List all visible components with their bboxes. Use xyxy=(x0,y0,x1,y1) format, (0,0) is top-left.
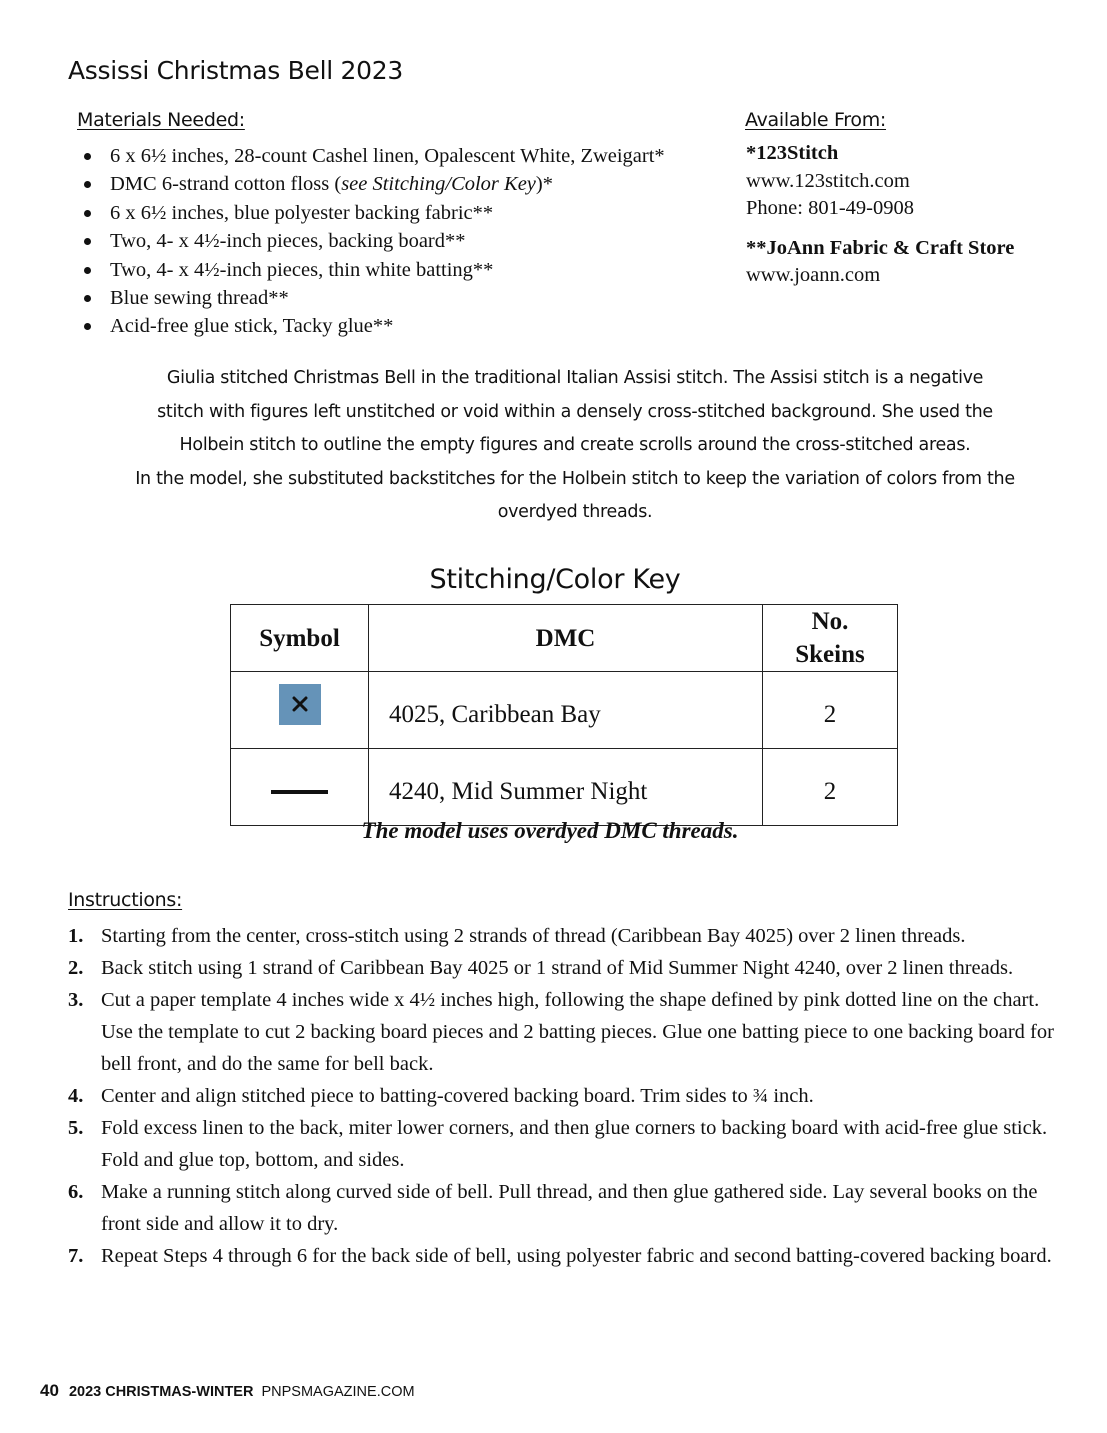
materials-list xyxy=(76,142,665,341)
instruction-step xyxy=(66,1176,1056,1240)
supplier-phone: Phone: 801-49-0908 xyxy=(746,197,914,219)
intro-line: Giulia stitched Christmas Bell in the traditional Italian Assisi stitch. The Assisi stitch is a negative xyxy=(166,368,984,388)
materials-item-text: )* xyxy=(535,173,553,196)
step-text: Starting from the center, cross-stitch using 2 strands of thread (Caribbean Bay 4025) over 2 linen threads. xyxy=(101,925,966,947)
materials-item xyxy=(76,227,665,255)
suppliers xyxy=(746,140,1014,290)
instruction-step xyxy=(66,984,1056,1080)
step-text: Make a running stitch along curved side of bell. Pull thread, and then glue gathered side. Lay several books on the front side and allow it to dry. xyxy=(101,1181,1038,1235)
dmc-cell: 4025, Caribbean Bay xyxy=(369,672,763,749)
header-skeins-line: Skeins xyxy=(795,641,865,668)
page-title: Assissi Christmas Bell 2023 xyxy=(68,56,403,85)
materials-item-text: Blue sewing thread** xyxy=(110,287,289,310)
intro-line: Holbein stitch to outline the empty figures and create scrolls around the cross-stitched areas. xyxy=(179,435,971,455)
instruction-step xyxy=(66,952,1056,984)
backstitch-line-icon xyxy=(271,790,328,794)
instructions-list xyxy=(66,920,1056,1272)
materials-item-text: 6 x 6½ inches, blue polyester backing fabric** xyxy=(110,201,494,224)
intro-paragraph xyxy=(120,362,1030,530)
step-number: 1. xyxy=(68,925,84,947)
table-header-row xyxy=(231,605,898,672)
header-skeins-line: No. xyxy=(811,608,849,635)
materials-item-text: 6 x 6½ inches, 28-count Cashel linen, Opalescent White, Zweigart* xyxy=(110,145,665,167)
color-key-title: Stitching/Color Key xyxy=(429,564,681,595)
symbol-cell xyxy=(231,672,369,749)
available-from-heading: Available From: xyxy=(745,109,887,131)
supplier-name: **JoAnn Fabric & Craft Store xyxy=(746,236,1015,259)
materials-item xyxy=(76,284,665,312)
issue-label: 2023 CHRISTMAS-WINTER xyxy=(68,1384,254,1400)
intro-line: stitch with figures left unstitched or void within a densely cross-stitched background. She used the xyxy=(157,401,993,422)
step-number: 4. xyxy=(68,1085,84,1107)
instruction-step xyxy=(66,1240,1056,1272)
step-text: Center and align stitched piece to batting-covered backing board. Trim sides to ¾ inch. xyxy=(101,1085,814,1107)
materials-heading: Materials Needed: xyxy=(77,109,245,131)
cross-stitch-x-icon xyxy=(279,684,321,725)
header-skeins xyxy=(763,605,898,672)
step-text: Cut a paper template 4 inches wide x 4½ inches high, following the shape defined by pink dotted line on the chart. Use the template to cut 2 backing board pieces and 2 batting pieces. Glue one batting piece to one backing board for bell front, and do the same for bell back. xyxy=(101,989,1054,1075)
materials-item xyxy=(76,199,665,227)
header-symbol: Symbol xyxy=(231,605,369,672)
step-text: Fold excess linen to the back, miter lower corners, and then glue corners to backing board with acid-free glue stick. Fold and glue top, bottom, and sides. xyxy=(101,1117,1048,1171)
supplier-website[interactable]: www.joann.com xyxy=(746,264,881,286)
step-number: 7. xyxy=(68,1245,84,1267)
supplier-name: *123Stitch xyxy=(746,142,839,164)
materials-item-text: DMC 6-strand cotton floss ( xyxy=(110,173,342,196)
materials-item xyxy=(76,256,665,284)
color-key-table xyxy=(230,604,898,826)
header-dmc: DMC xyxy=(369,605,763,672)
skeins-cell: 2 xyxy=(763,749,898,826)
color-key-note: The model uses overdyed DMC threads. xyxy=(361,818,739,843)
step-text: Repeat Steps 4 through 6 for the back side of bell, using polyester fabric and second batting-covered backing board. xyxy=(101,1245,1052,1267)
page-footer xyxy=(40,1381,415,1402)
step-number: 3. xyxy=(68,989,84,1011)
materials-item xyxy=(76,312,665,340)
materials-item-text: Acid-free glue stick, Tacky glue** xyxy=(110,315,394,338)
supplier-website[interactable]: www.123stitch.com xyxy=(746,169,910,192)
page-number: 40 xyxy=(40,1381,59,1400)
instruction-step xyxy=(66,1112,1056,1176)
table-row xyxy=(231,672,898,749)
instructions-heading: Instructions: xyxy=(68,889,183,911)
instruction-step xyxy=(66,1080,1056,1112)
instruction-step xyxy=(66,920,1056,952)
step-text: Back stitch using 1 strand of Caribbean Bay 4025 or 1 strand of Mid Summer Night 4240, over 2 linen threads. xyxy=(101,957,1014,979)
dmc-cell: 4240, Mid Summer Night xyxy=(369,749,763,826)
materials-item xyxy=(76,142,665,170)
materials-item-text: Two, 4- x 4½-inch pieces, backing board** xyxy=(110,230,466,253)
spacer xyxy=(746,223,1014,235)
materials-item-text: Two, 4- x 4½-inch pieces, thin white batting** xyxy=(110,258,494,281)
symbol-cell xyxy=(231,749,369,826)
step-number: 6. xyxy=(68,1181,84,1203)
intro-line: overdyed threads. xyxy=(497,502,653,522)
intro-line: In the model, she substituted backstitches for the Holbein stitch to keep the variation of colors from the xyxy=(135,468,1015,489)
step-number: 5. xyxy=(68,1117,84,1139)
table-row xyxy=(231,749,898,826)
materials-item xyxy=(76,170,665,198)
magazine-site[interactable]: PNPSMAGAZINE.COM xyxy=(261,1384,415,1400)
color-key-reference: see Stitching/Color Key xyxy=(341,173,536,196)
skeins-cell: 2 xyxy=(763,672,898,749)
step-number: 2. xyxy=(68,957,84,979)
